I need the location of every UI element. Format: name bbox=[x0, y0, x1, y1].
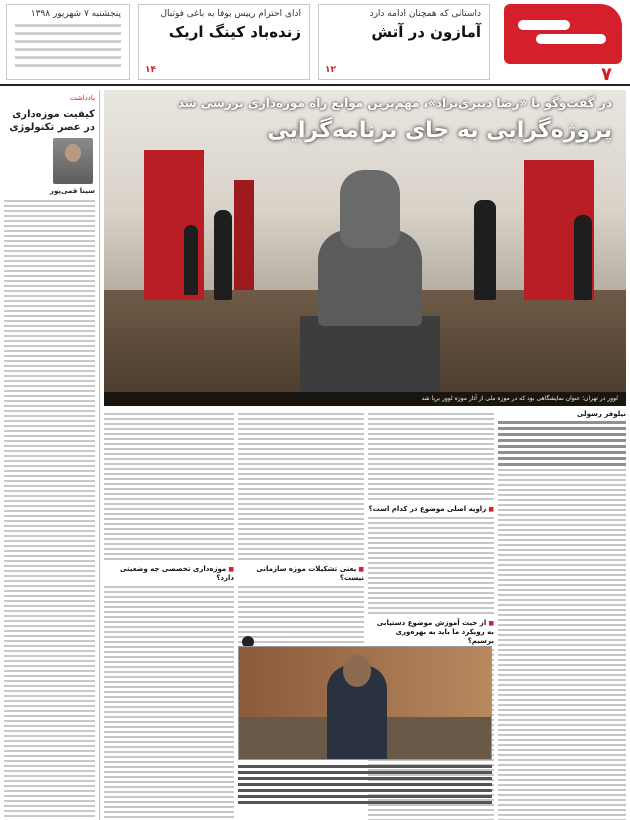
teaser-headline: آمازون در آتش bbox=[371, 23, 481, 41]
article-column-4 bbox=[104, 410, 234, 816]
article-columns bbox=[104, 410, 626, 816]
interview-question: ■ یعنی تشکیلات موزه سازمانی نیست؟ bbox=[238, 565, 364, 583]
visitor-figure bbox=[214, 210, 232, 300]
visitor-figure bbox=[574, 215, 592, 300]
masthead bbox=[0, 0, 630, 86]
sphinx-pedestal bbox=[300, 316, 440, 396]
dateline-text: پنجشنبه ۷ شهریور ۱۳۹۸ bbox=[30, 9, 121, 19]
interview-question: ■ از حیث آموزش موضوع دستیابی به رویکرد ما باید به بهره‌وری برسیم؟ bbox=[368, 619, 494, 646]
sidebar-title[interactable]: کیفیت موزه‌داری در عصر تکنولوژی bbox=[9, 109, 95, 133]
article-body bbox=[238, 413, 364, 560]
dateline-filler bbox=[15, 24, 121, 67]
author-photo bbox=[53, 138, 93, 184]
etemad-logo-icon bbox=[504, 4, 622, 64]
hero-kicker: در گفت‌وگو با «رضا دبیری‌نژاد»، مهم‌ترین موانع راه موزه‌داری بررسی شد bbox=[177, 96, 612, 110]
article-body bbox=[368, 413, 494, 500]
inset-caption bbox=[238, 762, 492, 807]
teaser-kicker: ادای احترام رییس یوفا به باغی فوتبال bbox=[160, 9, 301, 19]
article-column-1 bbox=[498, 410, 626, 816]
article-body bbox=[104, 586, 234, 820]
article-lead bbox=[498, 421, 626, 466]
teaser-headline: زنده‌باد کینگ اریک bbox=[168, 23, 301, 41]
hero-caption: لوور در تهران؛ عنوان نمایشگاهی بود که در موزه ملی از آثار موزه لوور برپا شد bbox=[104, 392, 626, 406]
sidebar-body-text bbox=[4, 200, 95, 820]
author-name: سینا قمی‌پور bbox=[49, 187, 95, 195]
page-number: ۷ bbox=[601, 64, 612, 85]
teaser-amazon[interactable] bbox=[318, 4, 490, 80]
masthead-logo bbox=[504, 4, 622, 85]
article-body bbox=[498, 469, 626, 820]
article-byline: نیلوفر رسولی bbox=[576, 410, 626, 418]
interviewee-photo[interactable] bbox=[238, 646, 492, 760]
sphinx-head bbox=[340, 170, 400, 248]
interviewee-head bbox=[343, 655, 371, 687]
teaser-dateline bbox=[6, 4, 130, 80]
visitor-figure bbox=[184, 225, 198, 295]
opinion-sidebar bbox=[0, 90, 100, 820]
article-body bbox=[368, 517, 494, 614]
hero-photo[interactable] bbox=[104, 90, 626, 406]
teaser-page: ۱۲ bbox=[325, 65, 336, 75]
interview-question: ■ موزه‌داری تخصصی چه وضعیتی دارد؟ bbox=[104, 565, 234, 583]
interview-question: ■ زاویه اصلی موضوع در کدام است؟ bbox=[368, 505, 494, 514]
article-body bbox=[104, 413, 234, 560]
sidebar-rubric: یادداشت bbox=[70, 94, 95, 102]
teaser-kicker: داستانی که همچنان ادامه دارد bbox=[369, 9, 481, 19]
teaser-page: ۱۴ bbox=[145, 65, 156, 75]
red-wall-panel bbox=[234, 180, 254, 290]
hero-headline[interactable]: پروژه‌گرایی به جای برنامه‌گرایی bbox=[267, 118, 612, 143]
teaser-king-eric[interactable] bbox=[138, 4, 310, 80]
visitor-figure bbox=[474, 200, 496, 300]
